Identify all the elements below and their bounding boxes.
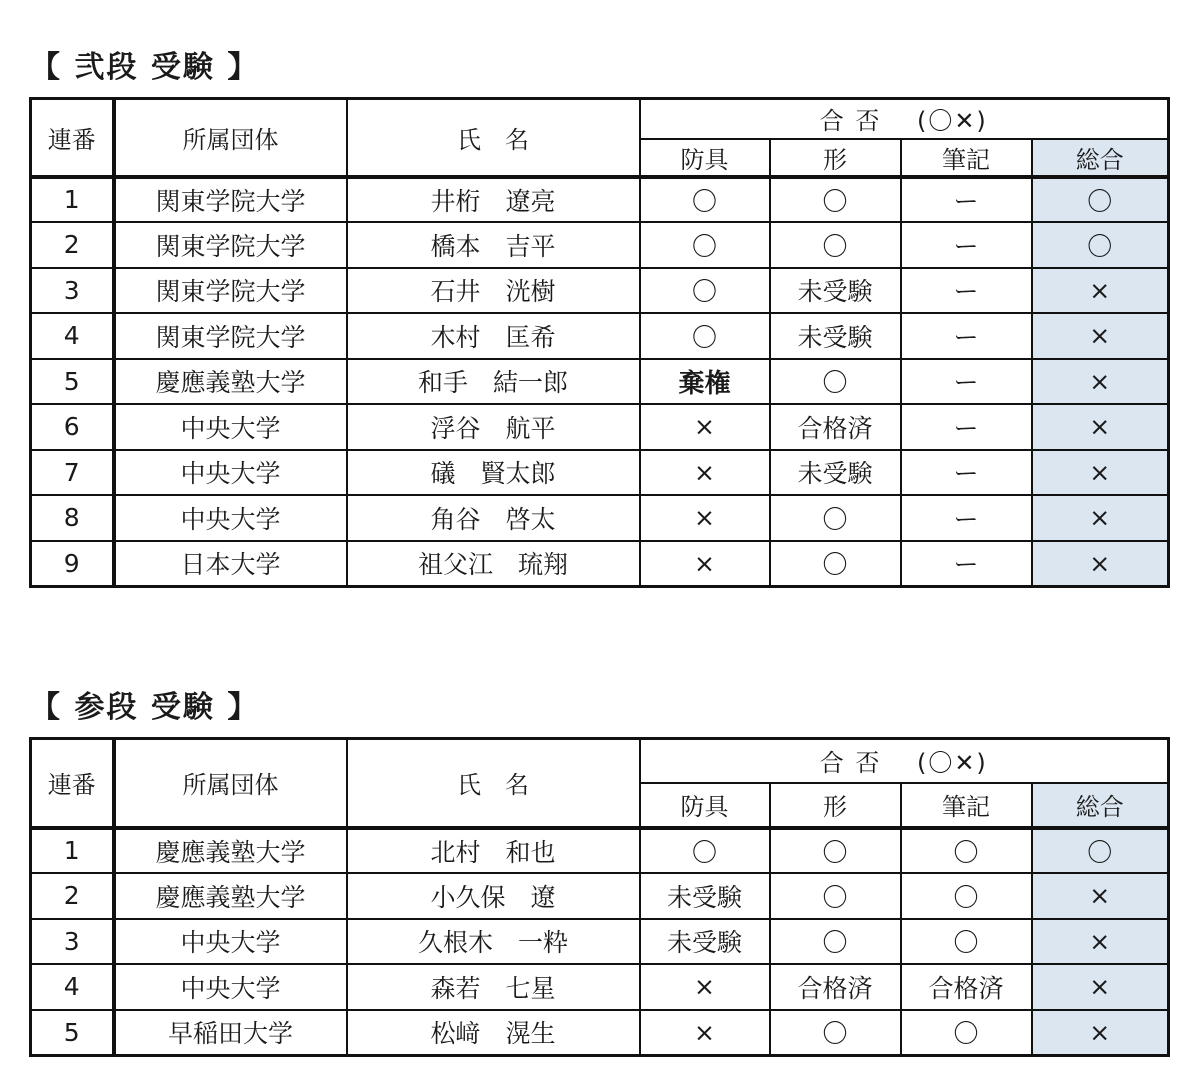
table-row (31, 541, 1169, 587)
sandan-results-table (29, 737, 1170, 1057)
cell-sogo: × (1032, 873, 1169, 919)
cell-kata: 〇 (770, 873, 901, 919)
cell-bogu: × (640, 495, 770, 541)
cell-hikki: 〇 (901, 1010, 1032, 1056)
section-title-nidan: 【 弐段 受験 】 (30, 50, 260, 85)
cell-org: 慶應義塾大学 (114, 828, 347, 874)
cell-hikki: ー (901, 222, 1032, 268)
table-row (31, 177, 1169, 223)
cell-kata: 〇 (770, 541, 901, 587)
cell-name: 北村 和也 (347, 828, 640, 874)
cell-sogo: × (1032, 1010, 1169, 1056)
cell-bogu: 〇 (640, 313, 770, 359)
cell-org: 中央大学 (114, 404, 347, 450)
cell-org: 慶應義塾大学 (114, 359, 347, 405)
nidan-results-table (29, 97, 1170, 588)
cell-name: 角谷 啓太 (347, 495, 640, 541)
table-row (31, 222, 1169, 268)
cell-name: 礒 賢太郎 (347, 450, 640, 496)
cell-org: 早稲田大学 (114, 1010, 347, 1056)
cell-kata: 未受験 (770, 268, 901, 314)
cell-kata: 未受験 (770, 450, 901, 496)
cell-name: 浮谷 航平 (347, 404, 640, 450)
cell-hikki: ー (901, 404, 1032, 450)
cell-sogo: × (1032, 268, 1169, 314)
cell-org: 中央大学 (114, 919, 347, 965)
cell-no: 2 (31, 873, 114, 919)
cell-name: 祖父江 琉翔 (347, 541, 640, 587)
cell-bogu: 棄権 (640, 359, 770, 405)
header-sogo: 総合 (1032, 139, 1169, 177)
cell-bogu: × (640, 450, 770, 496)
cell-no: 1 (31, 828, 114, 874)
cell-org: 中央大学 (114, 450, 347, 496)
table-row (31, 268, 1169, 314)
cell-bogu: × (640, 1010, 770, 1056)
cell-no: 8 (31, 495, 114, 541)
cell-no: 4 (31, 964, 114, 1010)
cell-sogo: × (1032, 404, 1169, 450)
cell-org: 慶應義塾大学 (114, 873, 347, 919)
cell-hikki: 合格済 (901, 964, 1032, 1010)
cell-bogu: 〇 (640, 222, 770, 268)
header-no: 連番 (31, 99, 114, 177)
cell-kata: 合格済 (770, 964, 901, 1010)
cell-hikki: ー (901, 541, 1032, 587)
cell-sogo: 〇 (1032, 222, 1169, 268)
header-name: 氏 名 (347, 739, 640, 828)
cell-no: 5 (31, 1010, 114, 1056)
cell-sogo: 〇 (1032, 828, 1169, 874)
cell-sogo: × (1032, 964, 1169, 1010)
cell-hikki: ー (901, 313, 1032, 359)
cell-kata: 〇 (770, 919, 901, 965)
cell-kata: 〇 (770, 222, 901, 268)
cell-bogu: × (640, 541, 770, 587)
header-result: 合 否 (〇✕) (640, 739, 1169, 783)
cell-org: 関東学院大学 (114, 177, 347, 223)
cell-hikki: 〇 (901, 828, 1032, 874)
cell-no: 9 (31, 541, 114, 587)
cell-hikki: 〇 (901, 873, 1032, 919)
cell-hikki: ー (901, 177, 1032, 223)
cell-org: 関東学院大学 (114, 222, 347, 268)
cell-name: 森若 七星 (347, 964, 640, 1010)
cell-no: 3 (31, 268, 114, 314)
table-row (31, 404, 1169, 450)
cell-org: 中央大学 (114, 495, 347, 541)
section-title-sandan: 【 参段 受験 】 (30, 690, 260, 725)
table-row (31, 919, 1169, 965)
cell-name: 久根木 一粋 (347, 919, 640, 965)
header-name: 氏 名 (347, 99, 640, 177)
cell-hikki: ー (901, 450, 1032, 496)
cell-name: 小久保 遼 (347, 873, 640, 919)
header-kata: 形 (770, 783, 901, 828)
cell-kata: 未受験 (770, 313, 901, 359)
cell-sogo: × (1032, 450, 1169, 496)
cell-hikki: ー (901, 495, 1032, 541)
cell-kata: 〇 (770, 177, 901, 223)
table-row (31, 828, 1169, 874)
cell-sogo: × (1032, 919, 1169, 965)
cell-bogu: 〇 (640, 828, 770, 874)
cell-no: 4 (31, 313, 114, 359)
cell-bogu: 未受験 (640, 873, 770, 919)
cell-no: 6 (31, 404, 114, 450)
cell-bogu: 未受験 (640, 919, 770, 965)
header-org: 所属団体 (114, 99, 347, 177)
cell-bogu: × (640, 964, 770, 1010)
table-row (31, 873, 1169, 919)
cell-name: 和手 結一郎 (347, 359, 640, 405)
cell-sogo: × (1032, 313, 1169, 359)
cell-sogo: × (1032, 495, 1169, 541)
header-bogu: 防具 (640, 139, 770, 177)
header-no: 連番 (31, 739, 114, 828)
cell-name: 松﨑 滉生 (347, 1010, 640, 1056)
cell-org: 関東学院大学 (114, 268, 347, 314)
cell-org: 関東学院大学 (114, 313, 347, 359)
cell-kata: 〇 (770, 359, 901, 405)
header-hikki: 筆記 (901, 783, 1032, 828)
header-sogo: 総合 (1032, 783, 1169, 828)
cell-name: 井桁 遼亮 (347, 177, 640, 223)
header-bogu: 防具 (640, 783, 770, 828)
cell-kata: 〇 (770, 1010, 901, 1056)
cell-sogo: × (1032, 541, 1169, 587)
cell-sogo: × (1032, 359, 1169, 405)
cell-kata: 〇 (770, 828, 901, 874)
header-hikki: 筆記 (901, 139, 1032, 177)
table-row (31, 964, 1169, 1010)
header-kata: 形 (770, 139, 901, 177)
cell-bogu: 〇 (640, 268, 770, 314)
table-row (31, 495, 1169, 541)
cell-org: 中央大学 (114, 964, 347, 1010)
cell-no: 2 (31, 222, 114, 268)
table-row (31, 313, 1169, 359)
cell-hikki: ー (901, 268, 1032, 314)
cell-no: 3 (31, 919, 114, 965)
cell-bogu: × (640, 404, 770, 450)
cell-kata: 合格済 (770, 404, 901, 450)
cell-name: 木村 匡希 (347, 313, 640, 359)
cell-no: 7 (31, 450, 114, 496)
cell-hikki: 〇 (901, 919, 1032, 965)
header-org: 所属団体 (114, 739, 347, 828)
header-result: 合 否 (〇✕) (640, 99, 1169, 139)
cell-sogo: 〇 (1032, 177, 1169, 223)
cell-kata: 〇 (770, 495, 901, 541)
cell-no: 1 (31, 177, 114, 223)
cell-org: 日本大学 (114, 541, 347, 587)
table-row (31, 450, 1169, 496)
cell-bogu: 〇 (640, 177, 770, 223)
cell-hikki: ー (901, 359, 1032, 405)
table-row (31, 359, 1169, 405)
cell-name: 石井 洸樹 (347, 268, 640, 314)
cell-no: 5 (31, 359, 114, 405)
table-row (31, 1010, 1169, 1056)
cell-name: 橋本 吉平 (347, 222, 640, 268)
